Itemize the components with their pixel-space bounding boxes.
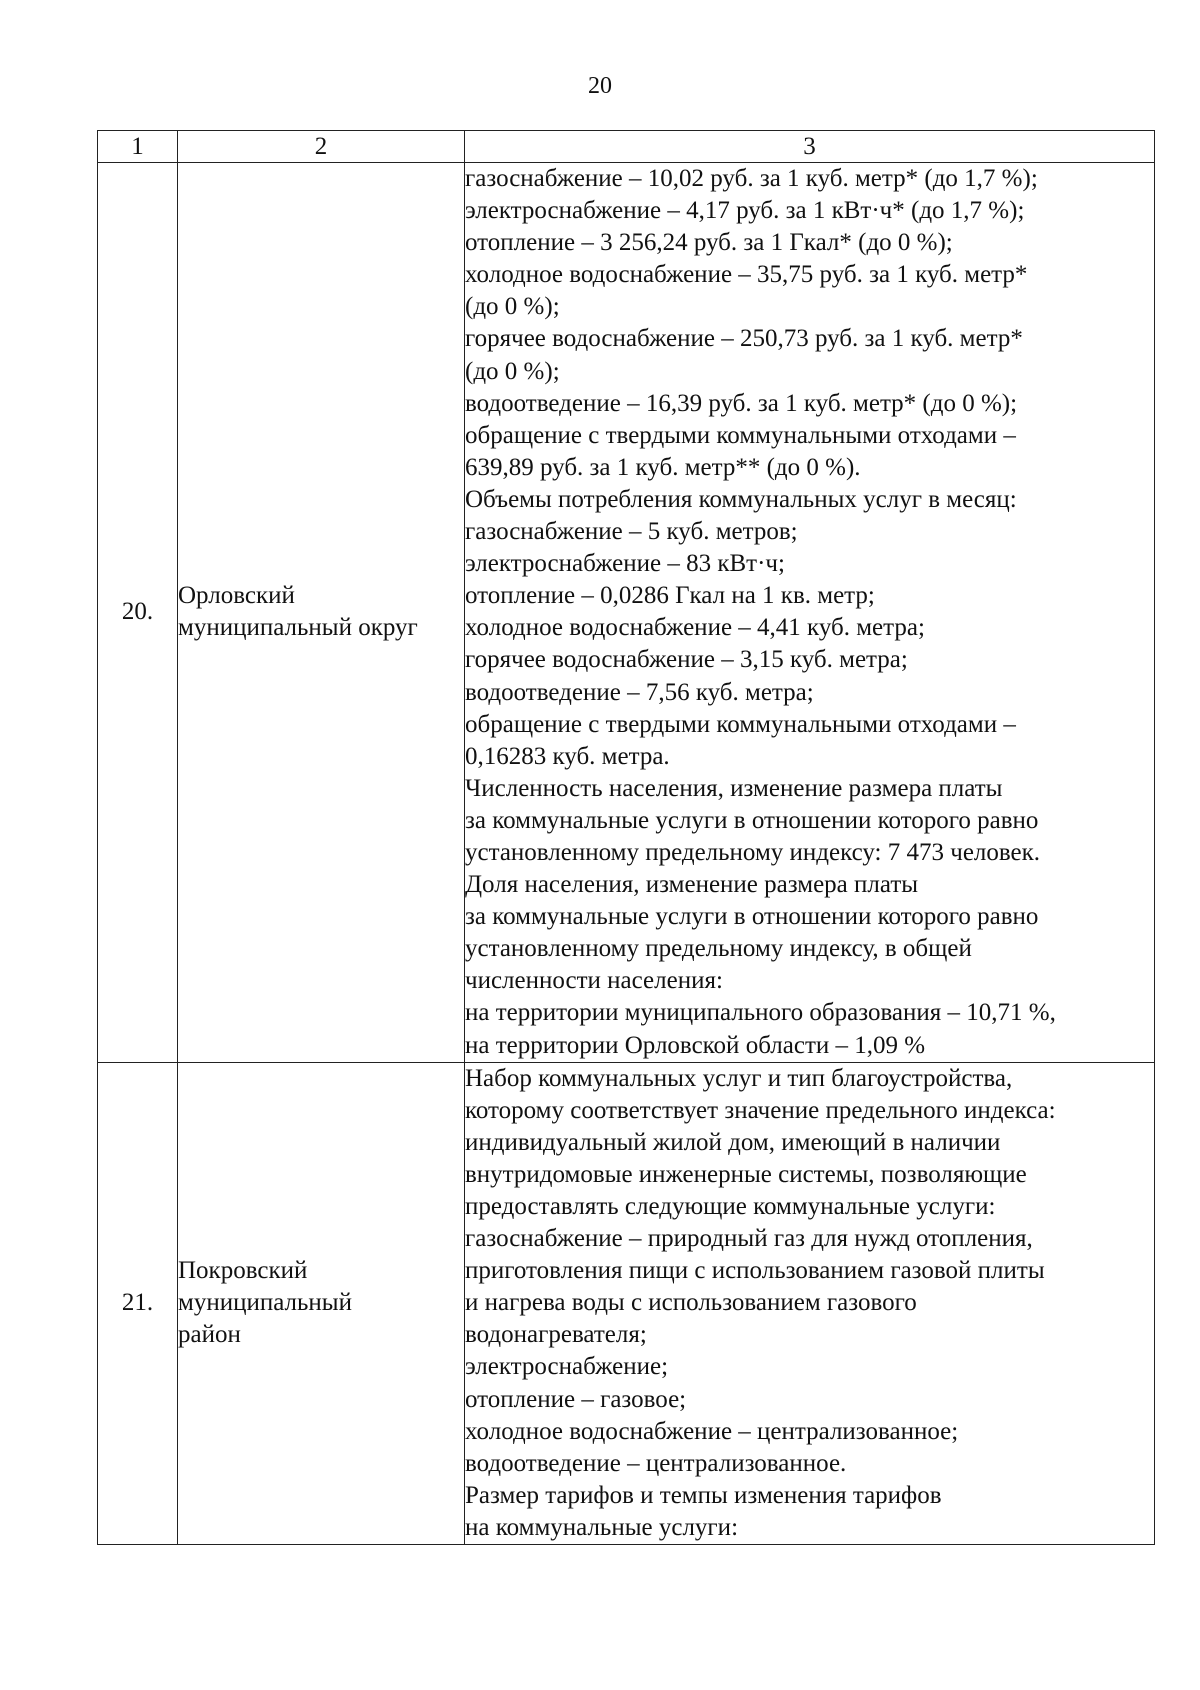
content-line: электроснабжение; [465, 1353, 669, 1381]
table-row [98, 1062, 1155, 1544]
content-line: (до 0 %); [465, 357, 560, 385]
content-line: горячее водоснабжение – 3,15 куб. метра; [465, 646, 908, 674]
row-content [465, 1062, 1155, 1544]
table-header-row [98, 131, 1155, 163]
content-line: водоотведение – централизованное. [465, 1449, 847, 1477]
column-header: 3 [465, 131, 1155, 163]
content-line: за коммунальные услуги в отношении которого равно [465, 903, 1039, 931]
content-line: на территории муниципального образования – 10,71 %, [465, 999, 1056, 1027]
content-line: (до 0 %); [465, 293, 560, 321]
content-line: холодное водоснабжение – 35,75 руб. за 1 куб. метр* [465, 261, 1028, 289]
row-number: 20. [98, 163, 178, 1063]
content-line: Объемы потребления коммунальных услуг в месяц: [465, 485, 1017, 513]
content-line: отопление – 3 256,24 руб. за 1 Гкал* (до 0 %); [465, 229, 953, 257]
content-line: обращение с твердыми коммунальными отходами – [465, 421, 1016, 449]
municipality-name [178, 1062, 465, 1544]
content-line: холодное водоснабжение – централизованное; [465, 1417, 959, 1445]
content-line: газоснабжение – природный газ для нужд отопления, [465, 1225, 1033, 1253]
row-number: 21. [98, 1062, 178, 1544]
content-line: электроснабжение – 83 кВт·ч; [465, 550, 785, 578]
content-line: обращение с твердыми коммунальными отходами – [465, 710, 1016, 738]
content-line: которому соответствует значение предельного индекса: [465, 1096, 1056, 1124]
column-header: 2 [178, 131, 465, 163]
content-line: 0,16283 куб. метра. [465, 742, 670, 770]
table-row [98, 163, 1155, 1063]
content-line: горячее водоснабжение – 250,73 руб. за 1 куб. метр* [465, 325, 1023, 353]
content-line: газоснабжение – 10,02 руб. за 1 куб. метр* (до 1,7 %); [465, 165, 1038, 192]
content-line: 639,89 руб. за 1 куб. метр** (до 0 %). [465, 453, 861, 481]
municipality-name-line: муниципальный [178, 1289, 352, 1317]
content-line: внутридомовые инженерные системы, позволяющие [465, 1160, 1027, 1188]
content-line: водоотведение – 7,56 куб. метра; [465, 678, 814, 706]
municipality-name-line: район [178, 1321, 241, 1349]
content-line: отопление – 0,0286 Гкал на 1 кв. метр; [465, 582, 875, 610]
content-line: Доля населения, изменение размера платы [465, 871, 919, 899]
column-header: 1 [98, 131, 178, 163]
municipality-name [178, 163, 465, 1063]
tariff-table [97, 130, 1155, 1545]
row-content [465, 163, 1155, 1063]
content-line: на коммунальные услуги: [465, 1513, 739, 1541]
municipality-name-line: Покровский [178, 1257, 308, 1285]
content-line: установленному предельному индексу: 7 473 человек. [465, 838, 1041, 866]
content-line: Размер тарифов и темпы изменения тарифов [465, 1481, 942, 1509]
content-line: индивидуальный жилой дом, имеющий в наличии [465, 1128, 1001, 1156]
municipality-name-line: Орловский [178, 582, 295, 610]
content-line: приготовления пищи с использованием газовой плиты [465, 1257, 1045, 1285]
municipality-name-line: муниципальный округ [178, 614, 418, 642]
content-line: водонагревателя; [465, 1321, 647, 1349]
content-line: Набор коммунальных услуг и тип благоустройства, [465, 1064, 1013, 1092]
content-line: холодное водоснабжение – 4,41 куб. метра; [465, 614, 925, 642]
content-line: отопление – газовое; [465, 1385, 687, 1413]
content-line: на территории Орловской области – 1,09 % [465, 1031, 926, 1059]
content-line: установленному предельному индексу, в общей [465, 935, 972, 963]
content-line: за коммунальные услуги в отношении которого равно [465, 806, 1039, 834]
content-line: численности населения: [465, 967, 723, 995]
content-line: водоотведение – 16,39 руб. за 1 куб. метр* (до 0 %); [465, 389, 1018, 417]
content-line: предоставлять следующие коммунальные услуги: [465, 1193, 996, 1220]
page-number: 20 [588, 73, 612, 99]
content-line: Численность населения, изменение размера платы [465, 774, 1003, 802]
content-line: электроснабжение – 4,17 руб. за 1 кВт·ч* (до 1,7 %); [465, 197, 1025, 225]
content-line: и нагрева воды с использованием газового [465, 1289, 917, 1317]
content-line: газоснабжение – 5 куб. метров; [465, 518, 798, 546]
